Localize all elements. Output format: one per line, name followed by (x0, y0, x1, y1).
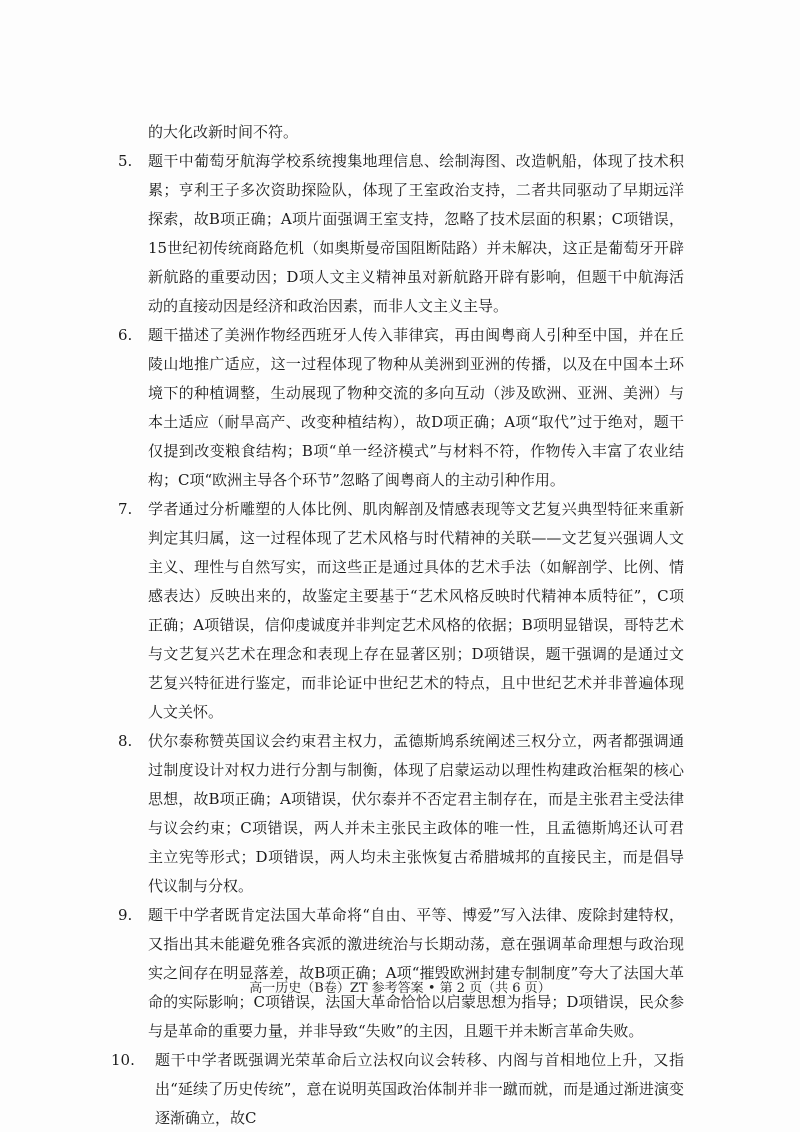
answer-item-10 (111, 1046, 684, 1133)
answer-item-7 (118, 495, 684, 727)
page-footer: 高一历史（B卷）ZT 参考答案 • 第 2 页（共 6 页） (249, 981, 551, 996)
answer-item-5 (118, 147, 684, 321)
continuation-text: 的大化改新时间不符。 (148, 123, 299, 141)
item-number: 10. (111, 1051, 135, 1069)
item-number: 8. (118, 732, 133, 750)
answer-item-9 (118, 901, 684, 1046)
item-text: 题干中葡萄牙航海学校系统搜集地理信息、绘制海图、改造帆船，体现了技术积累；亨利王子多次资助探险队，体现了王室政治支持，二者共同驱动了早期远洋探索，故B项正确；A项片面强调王室支持，忽略了技术层面的积累；C项错误，15世纪初传统商路危机（如奥斯曼帝国阻断陆路）并未解决，这正是葡萄牙开辟新航路的重要动因；D项人文主义精神虽对新航路开辟有影响，但题干中航海活动的直接动因是经济和政治因素，而非人文主义主导。 (148, 152, 684, 315)
item-number: 9. (118, 906, 133, 924)
item-number: 6. (118, 326, 133, 344)
item-text: 题干描述了美洲作物经西班牙人传入菲律宾，再由闽粤商人引种至中国，并在丘陵山地推广适应，这一过程体现了物种从美洲到亚洲的传播，以及在中国本土环境下的种植调整，生动展现了物种交流的多向互动（涉及欧洲、亚洲、美洲）与本土适应（耐旱高产、改变种植结构），故D项正确；A项“取代”过于绝对，题干仅提到改变粮食结构；B项“单一经济模式”与材料不符，作物传入丰富了农业结构；C项“欧洲主导各个环节”忽略了闽粤商人的主动引种作用。 (148, 326, 684, 489)
answer-item-6 (118, 321, 684, 495)
item-number: 7. (118, 500, 133, 518)
answer-item-8 (118, 727, 684, 901)
item-number: 5. (118, 152, 133, 170)
item-text: 学者通过分析雕塑的人体比例、肌肉解剖及情感表现等文艺复兴典型特征来重新判定其归属，这一过程体现了艺术风格与时代精神的关联——文艺复兴强调人文主义、理性与自然写实，而这些正是通过具体的艺术手法（如解剖学、比例、情感表达）反映出来的，故鉴定主要基于“艺术风格反映时代精神本质特征”，C项正确；A项错误，信仰虔诚度并非判定艺术风格的依据；B项明显错误，哥特艺术与文艺复兴艺术在理念和表现上存在显著区别；D项错误，题干强调的是通过文艺复兴特征进行鉴定，而非论证中世纪艺术的特点，且中世纪艺术并非普遍体现人文关怀。 (148, 500, 684, 721)
item-text: 伏尔泰称赞英国议会约束君主权力，孟德斯鸠系统阐述三权分立，两者都强调通过制度设计对权力进行分割与制衡，体现了启蒙运动以理性构建政治框架的核心思想，故B项正确；A项错误，伏尔泰并不否定君主制存在，而是主张君主受法律与议会约束；C项错误，两人并未主张民主政体的唯一性，且孟德斯鸠还认可君主立宪等形式；D项错误，两人均未主张恢复古希腊城邦的直接民主，而是倡导代议制与分权。 (148, 732, 684, 895)
item-text: 题干中学者既强调光荣革命后立法权向议会转移、内阁与首相地位上升，又指出“延续了历史传统”，意在说明英国政治体制并非一蹴而就，而是通过渐进演变逐渐确立，故C (155, 1051, 684, 1127)
item-text: 题干中学者既肯定法国大革命将“自由、平等、博爱”写入法律、废除封建特权，又指出其未能避免雅各宾派的激进统治与长期动荡，意在强调革命理想与政治现实之间存在明显落差，故B项正确；A项“摧毁欧洲封建专制制度”夸大了法国大革命的实际影响；C项错误，法国大革命恰恰以启蒙思想为指导；D项错误，民众参与是革命的重要力量，并非导致“失败”的主因，且题干并未断言革命失败。 (148, 906, 684, 1040)
